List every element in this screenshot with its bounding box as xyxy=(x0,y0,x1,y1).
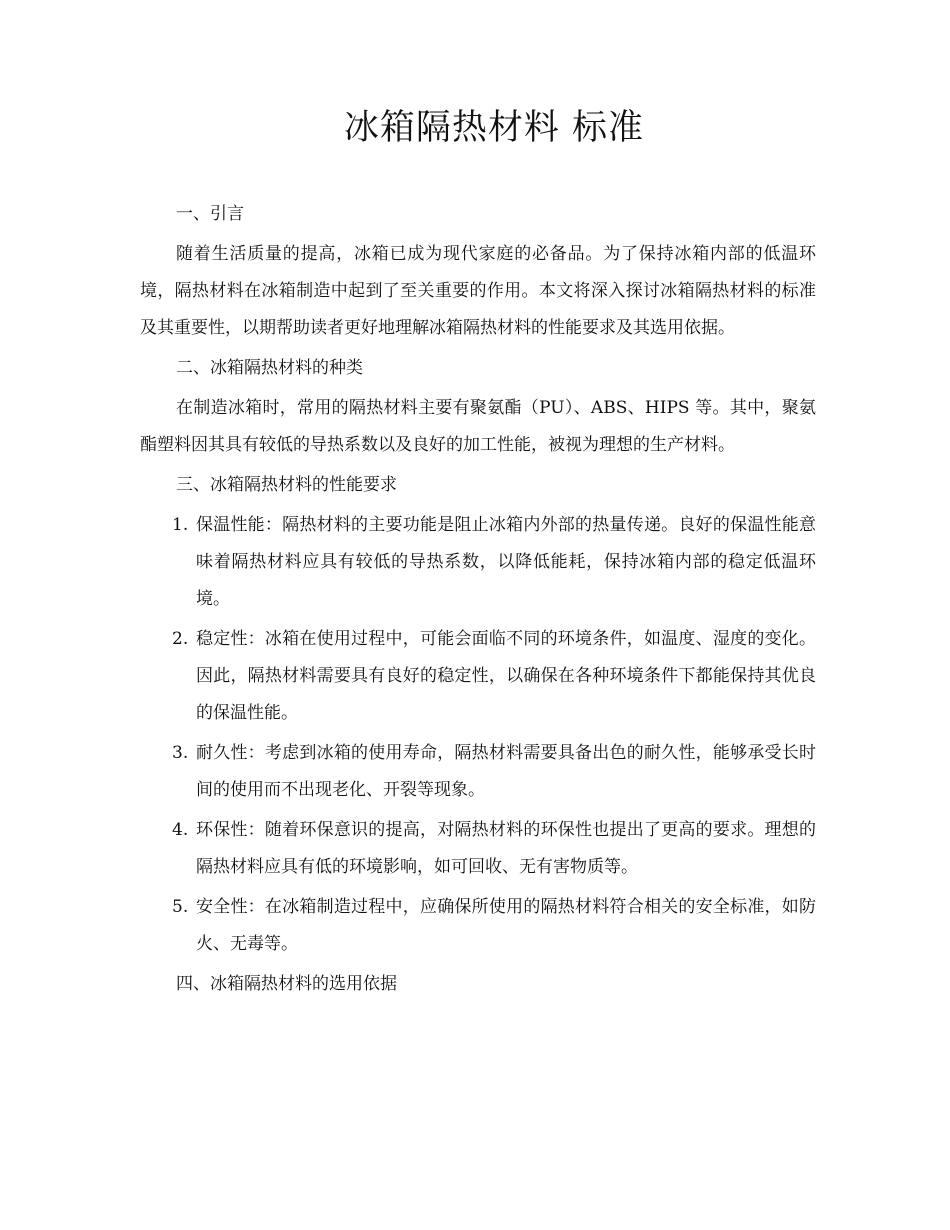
list-item-number: 4. xyxy=(172,820,189,840)
list-item-number: 1. xyxy=(172,515,189,535)
list-item xyxy=(140,889,816,963)
list-item xyxy=(140,507,816,618)
section-heading-selection: 四、冰箱隔热材料的选用依据 xyxy=(176,974,397,994)
list-item-text: 稳定性：冰箱在使用过程中，可能会面临不同的环境条件，如温度、湿度的变化。因此，隔热材料需要具有良好的稳定性，以确保在各种环境条件下都能保持其优良的保温性能。 xyxy=(196,629,816,723)
list-item xyxy=(140,735,816,809)
section-heading-intro: 一、引言 xyxy=(176,204,244,224)
list-item-text: 环保性：随着环保意识的提高，对隔热材料的环保性也提出了更高的要求。理想的隔热材料应具有低的环境影响，如可回收、无有害物质等。 xyxy=(196,820,816,877)
paragraph-intro: 随着生活质量的提高，冰箱已成为现代家庭的必备品。为了保持冰箱内部的低温环境，隔热材料在冰箱制造中起到了至关重要的作用。本文将深入探讨冰箱隔热材料的标准及其重要性，以期帮助读者更好地理解冰箱隔热材料的性能要求及其选用依据。 xyxy=(140,244,816,338)
section-heading-requirements: 三、冰箱隔热材料的性能要求 xyxy=(176,475,397,495)
list-item-number: 2. xyxy=(172,629,189,649)
requirements-list xyxy=(140,507,816,963)
list-item-number: 5. xyxy=(172,897,189,917)
list-item-text: 安全性：在冰箱制造过程中，应确保所使用的隔热材料符合相关的安全标准，如防火、无毒等。 xyxy=(196,897,816,954)
list-item-text: 保温性能：隔热材料的主要功能是阻止冰箱内外部的热量传递。良好的保温性能意味着隔热材料应具有较低的导热系数，以降低能耗，保持冰箱内部的稳定低温环境。 xyxy=(196,515,816,609)
list-item xyxy=(140,812,816,886)
document-body xyxy=(140,196,816,1006)
list-item xyxy=(140,621,816,732)
list-item-text: 耐久性：考虑到冰箱的使用寿命，隔热材料需要具备出色的耐久性，能够承受长时间的使用而不出现老化、开裂等现象。 xyxy=(196,743,816,800)
paragraph-types: 在制造冰箱时，常用的隔热材料主要有聚氨酯（PU）、ABS、HIPS 等。其中，聚氨酯塑料因其具有较低的导热系数以及良好的加工性能，被视为理想的生产材料。 xyxy=(140,398,816,455)
list-item-number: 3. xyxy=(172,743,189,763)
document-title: 冰箱隔热材料 标准 xyxy=(343,108,645,148)
section-heading-types: 二、冰箱隔热材料的种类 xyxy=(176,358,363,378)
